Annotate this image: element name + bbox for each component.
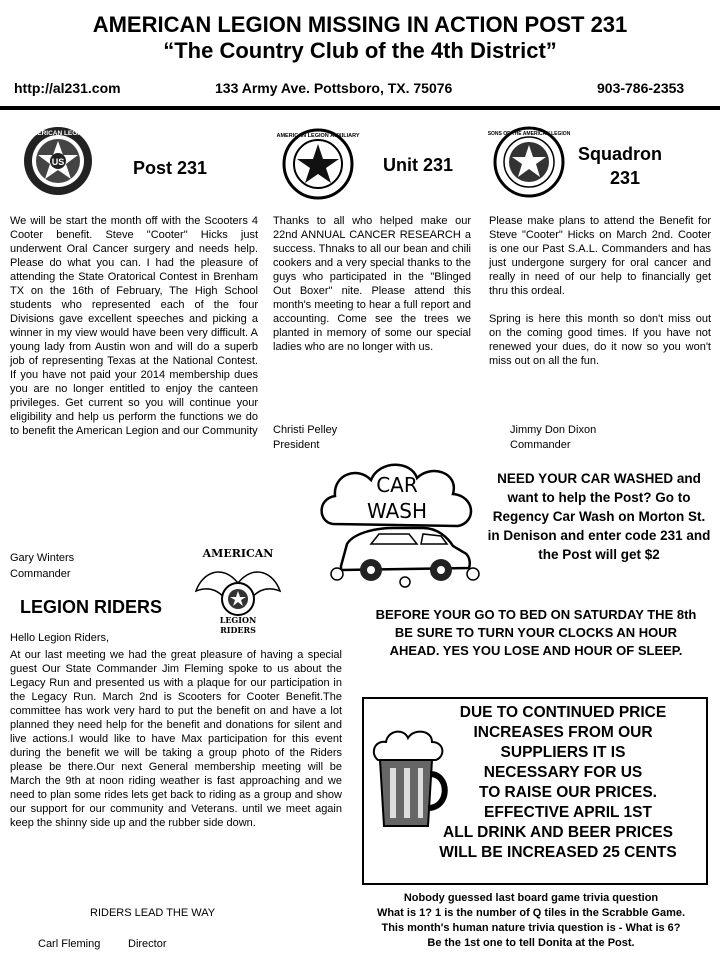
post-heading: Post 231 bbox=[133, 158, 208, 178]
sons-of-legion-emblem-icon bbox=[487, 126, 571, 198]
trivia-line-3: This month's human nature trivia question is - What is 6? bbox=[381, 922, 681, 934]
trivia-section bbox=[346, 891, 716, 951]
newsletter-subtitle: “The Country Club of the 4th District” bbox=[163, 38, 557, 63]
riders-motto: RIDERS LEAD THE WAY bbox=[90, 907, 216, 919]
price-line-3: SUPPLIERS IT IS bbox=[500, 744, 626, 761]
price-line-6: EFFECTIVE APRIL 1ST bbox=[484, 804, 652, 821]
car-wash-sign-line2: WASH bbox=[366, 499, 428, 523]
squadron-body-2: Spring is here this month so don't miss out on the coming good times. If you have not renewed your dues, do it now so you won't miss out on all the fun. bbox=[489, 313, 711, 367]
american-legion-emblem-icon bbox=[22, 125, 94, 197]
unit-signer-title: President bbox=[273, 439, 320, 451]
trivia-line-1: Nobody guessed last board game trivia question bbox=[403, 892, 659, 904]
unit-signer-name: Christi Pelley bbox=[273, 424, 338, 436]
price-line-8: WILL BE INCREASED 25 CENTS bbox=[439, 844, 677, 861]
riders-emblem-mid-text: LEGION bbox=[219, 615, 257, 625]
clock-change-notice: BEFORE YOUR GO TO BED ON SATURDAY THE 8th BE SURE TO TURN YOUR CLOCKS AN HOUR AHEAD. YES YOU LOSE AND HOUR OF SLEEP. bbox=[375, 607, 697, 658]
squadron-signer-name: Jimmy Don Dixon bbox=[510, 424, 597, 436]
riders-signer-name: Carl Fleming bbox=[38, 938, 101, 950]
price-increase-text bbox=[410, 703, 706, 863]
car-wash-illustration bbox=[313, 454, 483, 592]
squadron-heading-line2: 231 bbox=[610, 168, 641, 188]
riders-heading: LEGION RIDERS bbox=[20, 597, 163, 617]
price-line-7: ALL DRINK AND BEER PRICES bbox=[443, 824, 673, 841]
price-line-1: DUE TO CONTINUED PRICE bbox=[459, 704, 667, 721]
riders-emblem-bottom-text: RIDERS bbox=[220, 625, 256, 635]
price-line-5: TO RAISE OUR PRICES. bbox=[479, 784, 657, 801]
post-signer-title: Commander bbox=[10, 568, 71, 580]
car-wash-sign-line1: CAR bbox=[376, 473, 418, 497]
header-divider bbox=[0, 106, 720, 110]
price-line-4: NECESSARY FOR US bbox=[483, 764, 643, 781]
legion-riders-eagle-emblem-icon bbox=[192, 543, 284, 635]
riders-emblem-top-text: AMERICAN bbox=[202, 547, 274, 560]
riders-signer-title: Director bbox=[128, 938, 167, 950]
price-line-2: INCREASES FROM OUR bbox=[473, 724, 653, 741]
unit-heading: Unit 231 bbox=[383, 155, 454, 175]
trivia-line-2: What is 1? 1 is the number of Q tiles in the Scrabble Game. bbox=[376, 907, 686, 919]
sons-ring-text: SONS OF THE AMERICAN LEGION bbox=[487, 131, 571, 137]
emblem-center-text: US bbox=[51, 157, 65, 167]
squadron-body-1: Please make plans to attend the Benefit for Steve "Cooter" Hicks on March 2nd. Cooter is one our Past S.A.L. Commanders and has just undergone surgery for oral cancer and really in need of our help to financially get thru this ordeal. bbox=[489, 215, 711, 297]
auxiliary-ring-text: AMERICAN LEGION AUXILIARY bbox=[276, 133, 360, 139]
trivia-line-4: Be the 1st one to tell Donita at the Post. bbox=[427, 937, 635, 949]
post-signer-name: Gary Winters bbox=[10, 552, 75, 564]
car-wash-text: NEED YOUR CAR WASHED and want to help the Post? Go to Regency Car Wash on Morton St. in Denison and enter code 231 and the Post will get $2 bbox=[487, 471, 711, 562]
squadron-signer-title: Commander bbox=[510, 439, 571, 451]
auxiliary-emblem-icon bbox=[276, 128, 360, 200]
post-phone: 903-786-2353 bbox=[597, 80, 685, 96]
squadron-heading-line1: Squadron bbox=[578, 144, 662, 164]
unit-body: Thanks to all who helped make our 22nd ANNUAL CANCER RESEARCH a success. Thnaks to all our bean and chili cookers and a very special thanks to the guys who participated in the "Blinged Out Boxer" nite. Please attend this month's meeting to hear a full report and accounting. Come see the trees we planted in memory of some our special ladies who are no longer with us. bbox=[273, 215, 471, 353]
newsletter-title: AMERICAN LEGION MISSING IN ACTION POST 231 bbox=[92, 12, 628, 37]
post-body: We will be start the month off with the Scooters 4 Cooter benefit. Steve "Cooter" Hicks just underwent Oral Cancer surgery and needs help. Please do what you can. I had the pleasure of attending the State Oratorical Contest in Brenham TX on the 16th of February, The High School students who represented each of the four Divisions gave excellent speeches and picking a winner in my view would have been very difficult. A young lady from Austin won and will do a superb job of representing Texas at the National Contest. If you have not paid your 2014 membership dues you are no longer entitled to enjoy the canteen privileges. Get current so you will continue your eligibility and help us perform the functions we do to benefit the American Legion and our Community bbox=[10, 215, 258, 437]
post-address: 133 Army Ave. Pottsboro, TX. 75076 bbox=[215, 80, 453, 96]
riders-greeting: Hello Legion Riders, bbox=[10, 632, 110, 644]
riders-body: At our last meeting we had the great pleasure of having a special guest Our State Commander Jim Fleming spoke to us about the Legacy Run and presented us with a plaque for our participation in the Legacy Run. March 2nd is Scooters for Cooter Benefit.The committee has work very hard to put the benefit on and have a lot planned they need help for the benefit and donations for silent and live actions.I would like to have Max participation for this event during the benefit we will be taking a group photo of the Riders please be there.Our next General membership meeting will be March the 9th at noon riding weather is fast approaching and we need to plan some rides lets get back to riding as a group and show our support for our community and Veterans. until we meet again keep the shinny side up and the rubber side down. bbox=[10, 649, 342, 829]
emblem-ring-text: AMERICAN LEGION bbox=[27, 130, 89, 137]
website-link[interactable]: http://al231.com bbox=[14, 80, 121, 96]
